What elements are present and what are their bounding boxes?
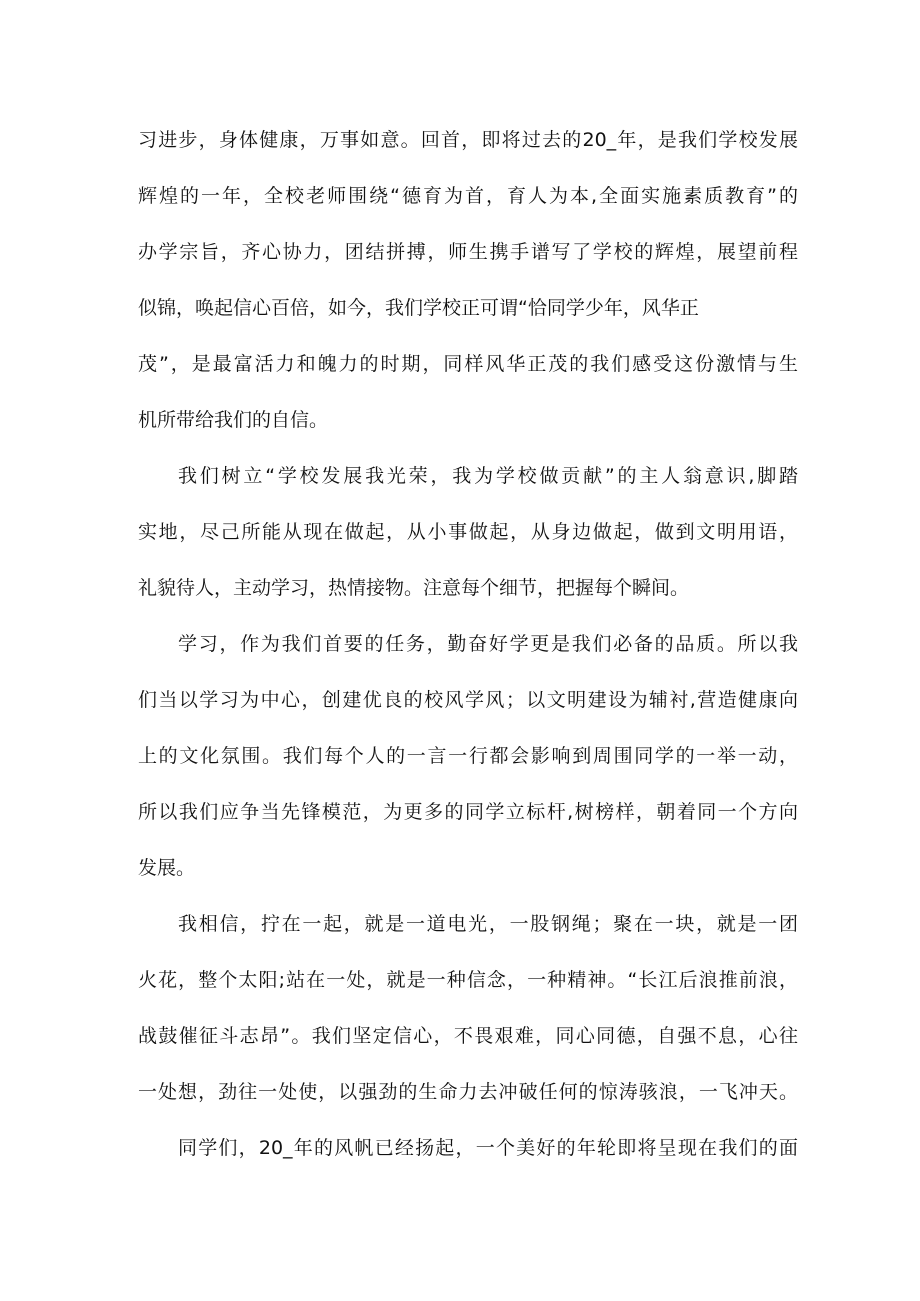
text-line: 上的文化氛围。我们每个人的一言一行都会影响到周围同学的一举一动， [138, 745, 798, 767]
text-line: 我相信，拧在一起，就是一道电光，一股钢绳；聚在一块，就是一团 [178, 913, 798, 935]
text-line: 我们树立“学校发展我光荣，我为学校做贡献”的主人翁意识,脚踏 [178, 465, 798, 487]
paragraph [138, 120, 798, 456]
text-line: 茂”，是最富活力和魄力的时期，同样风华正茂的我们感受这份激情与生 [138, 353, 798, 375]
text-line: 学习，作为我们首要的任务，勤奋好学更是我们必备的品质。所以我 [178, 633, 798, 655]
text-line: 所以我们应争当先锋模范，为更多的同学立标杆,树榜样，朝着同一个方向 [138, 801, 798, 823]
text-line: 习进步，身体健康，万事如意。回首，即将过去的20_年，是我们学校发展 [138, 129, 798, 151]
text-line: 战鼓催征斗志昂”。我们坚定信心，不畏艰难，同心同德，自强不息，心往 [138, 1025, 798, 1047]
paragraph [138, 904, 798, 1128]
paragraph [138, 1128, 798, 1184]
text-line: 发展。 [138, 857, 196, 879]
text-line: 们当以学习为中心，创建优良的校风学风；以文明建设为辅衬,营造健康向 [138, 689, 798, 711]
text-line: 辉煌的一年，全校老师围绕“德育为首，育人为本,全面实施素质教育”的 [138, 185, 798, 207]
text-line: 一处想，劲往一处使，以强劲的生命力去冲破任何的惊涛骇浪，一飞冲天。 [138, 1081, 798, 1103]
paragraph [138, 456, 798, 624]
text-line: 火花，整个太阳;站在一处，就是一种信念，一种精神。“长江后浪推前浪， [138, 969, 798, 991]
text-line: 机所带给我们的自信。 [138, 409, 329, 431]
text-line: 实地，尽己所能从现在做起，从小事做起，从身边做起，做到文明用语， [138, 521, 798, 543]
paragraph [138, 624, 798, 904]
document-body [138, 120, 798, 1184]
text-line: 礼貌待人，主动学习，热情接物。注意每个细节，把握每个瞬间。 [138, 577, 690, 599]
text-line: 同学们，20_年的风帆已经扬起，一个美好的年轮即将呈现在我们的面 [178, 1137, 798, 1159]
text-line: 办学宗旨，齐心协力，团结拼搏，师生携手谱写了学校的辉煌，展望前程 [138, 241, 798, 263]
text-line: 似锦，唤起信心百倍，如今，我们学校正可谓“恰同学少年，风华正 [138, 297, 699, 319]
